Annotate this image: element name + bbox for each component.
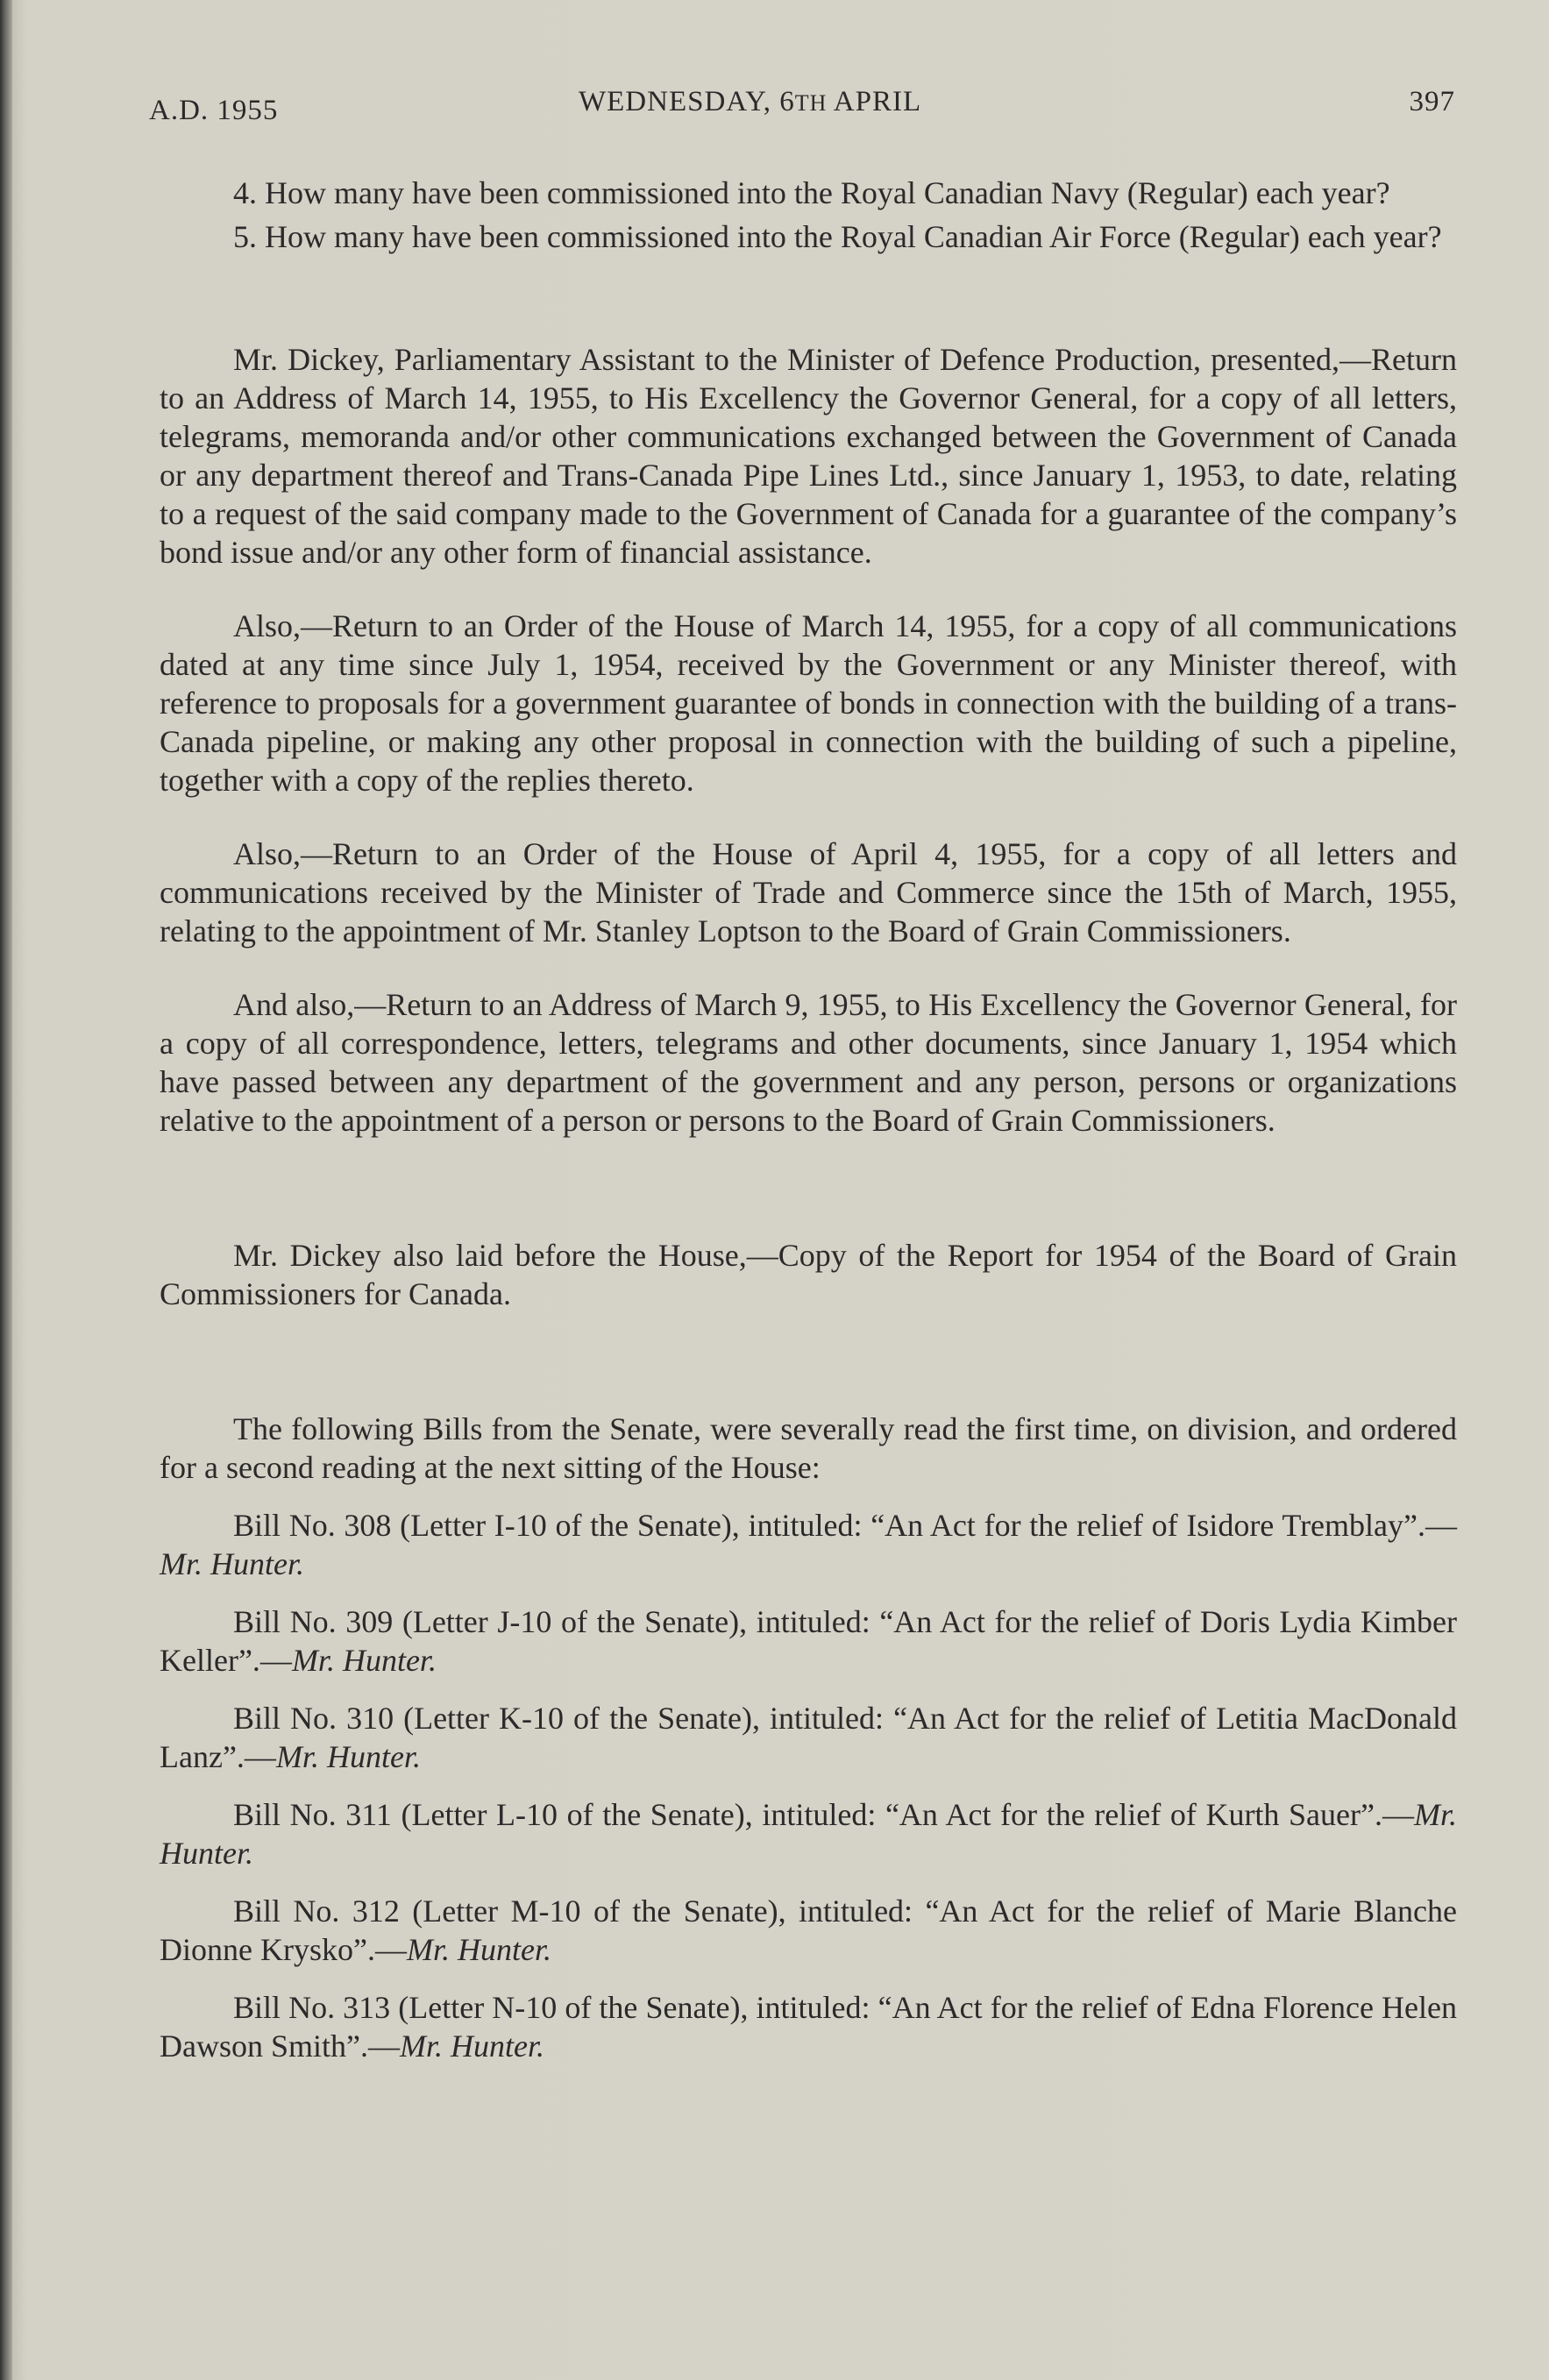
return-paragraph-3: Also,—Return to an Order of the House of April 4, 1955, for a copy of all letters and communications received by the Minister of Trade and Commerce since the 15th of March, 1955, relating to the appointment of Mr. Stanley Loptson to the Board of Grain Commissioners. xyxy=(160,836,1457,948)
return-paragraph-1: Mr. Dickey, Parliamentary Assistant to the Minister of Defence Production, presented,—Return to an Address of March 14, 1955, to His Excellency the Governor General, for a copy of all letters, telegrams, memoranda and/or other communications exchanged between the Government of Canada or any department thereof and Trans-Canada Pipe Lines Ltd., since January 1, 1953, to date, relating to a request of the said company made to the Government of Canada for a guarantee of the company’s bond issue and/or any other form of financial assistance. xyxy=(160,342,1457,570)
bill-mover: Mr. Hunter. xyxy=(406,1932,551,1967)
bill-text: Bill No. 308 (Letter I-10 of the Senate), intituled: “An Act for the relief of Isidore Tremblay”.— xyxy=(233,1508,1457,1543)
bill-312 xyxy=(160,1892,1457,1969)
bill-mover: Mr. Hunter. xyxy=(160,1797,1457,1871)
bill-text: Bill No. 311 (Letter L-10 of the Senate), intituled: “An Act for the relief of Kurth Sauer”.— xyxy=(233,1797,1414,1832)
bill-309 xyxy=(160,1602,1457,1680)
bill-311 xyxy=(160,1795,1457,1872)
header-month: APRIL xyxy=(827,86,922,117)
return-paragraph-2: Also,—Return to an Order of the House of March 14, 1955, for a copy of all communications dated at any time since July 1, 1954, received by the Government or any Minister thereof, with reference to proposals for a government guarantee of bonds in connection with the building of a trans-Canada pipeline, or making any other proposal in connection with the building of such a pipeline, together with a copy of the replies thereto. xyxy=(160,608,1457,798)
bill-308 xyxy=(160,1506,1457,1583)
header-day: WEDNESDAY, 6 xyxy=(579,86,795,117)
bill-text: Bill No. 312 (Letter M-10 of the Senate), intituled: “An Act for the relief of Marie Blanche Dionne Krysko”.— xyxy=(160,1893,1457,1967)
page-body xyxy=(160,174,1457,2065)
page-number: 397 xyxy=(1409,86,1455,117)
header-date xyxy=(579,86,921,118)
bill-mover: Mr. Hunter. xyxy=(291,1643,437,1678)
question-5: 5. How many have been commissioned into the Royal Canadian Air Force (Regular) each year? xyxy=(233,219,1442,254)
page-header xyxy=(149,86,1455,130)
bill-mover: Mr. Hunter. xyxy=(275,1739,421,1774)
return-paragraph-4: And also,—Return to an Address of March 9, 1955, to His Excellency the Governor General, for a copy of all correspondence, letters, telegrams and other documents, since January 1, 1954 which have passed between any department of the government and any person, persons or organizations relative to the appointment of a person or persons to the Board of Grain Commissioners. xyxy=(160,987,1457,1138)
header-day-suffix: TH xyxy=(794,90,828,116)
bill-mover: Mr. Hunter. xyxy=(400,2028,545,2064)
bills-intro: The following Bills from the Senate, were severally read the first time, on division, and ordered for a second reading at the next sitting of the House: xyxy=(160,1411,1457,1485)
bill-text: Bill No. 313 (Letter N-10 of the Senate), intituled: “An Act for the relief of Edna Florence Helen Dawson Smith”.— xyxy=(160,1990,1457,2064)
question-4: 4. How many have been commissioned into the Royal Canadian Navy (Regular) each year? xyxy=(233,175,1390,210)
bill-mover: Mr. Hunter. xyxy=(160,1546,305,1581)
bill-313 xyxy=(160,1988,1457,2065)
bill-310 xyxy=(160,1699,1457,1776)
report-paragraph: Mr. Dickey also laid before the House,—Copy of the Report for 1954 of the Board of Grain Commissioners for Canada. xyxy=(160,1238,1457,1311)
bill-text: Bill No. 309 (Letter J-10 of the Senate), intituled: “An Act for the relief of Doris Lydia Kimber Keller”.— xyxy=(160,1604,1457,1678)
bill-text: Bill No. 310 (Letter K-10 of the Senate), intituled: “An Act for the relief of Letitia MacDonald Lanz”.— xyxy=(160,1701,1457,1774)
header-year: A.D. 1955 xyxy=(149,95,279,126)
page-binding-edge xyxy=(0,0,12,2380)
